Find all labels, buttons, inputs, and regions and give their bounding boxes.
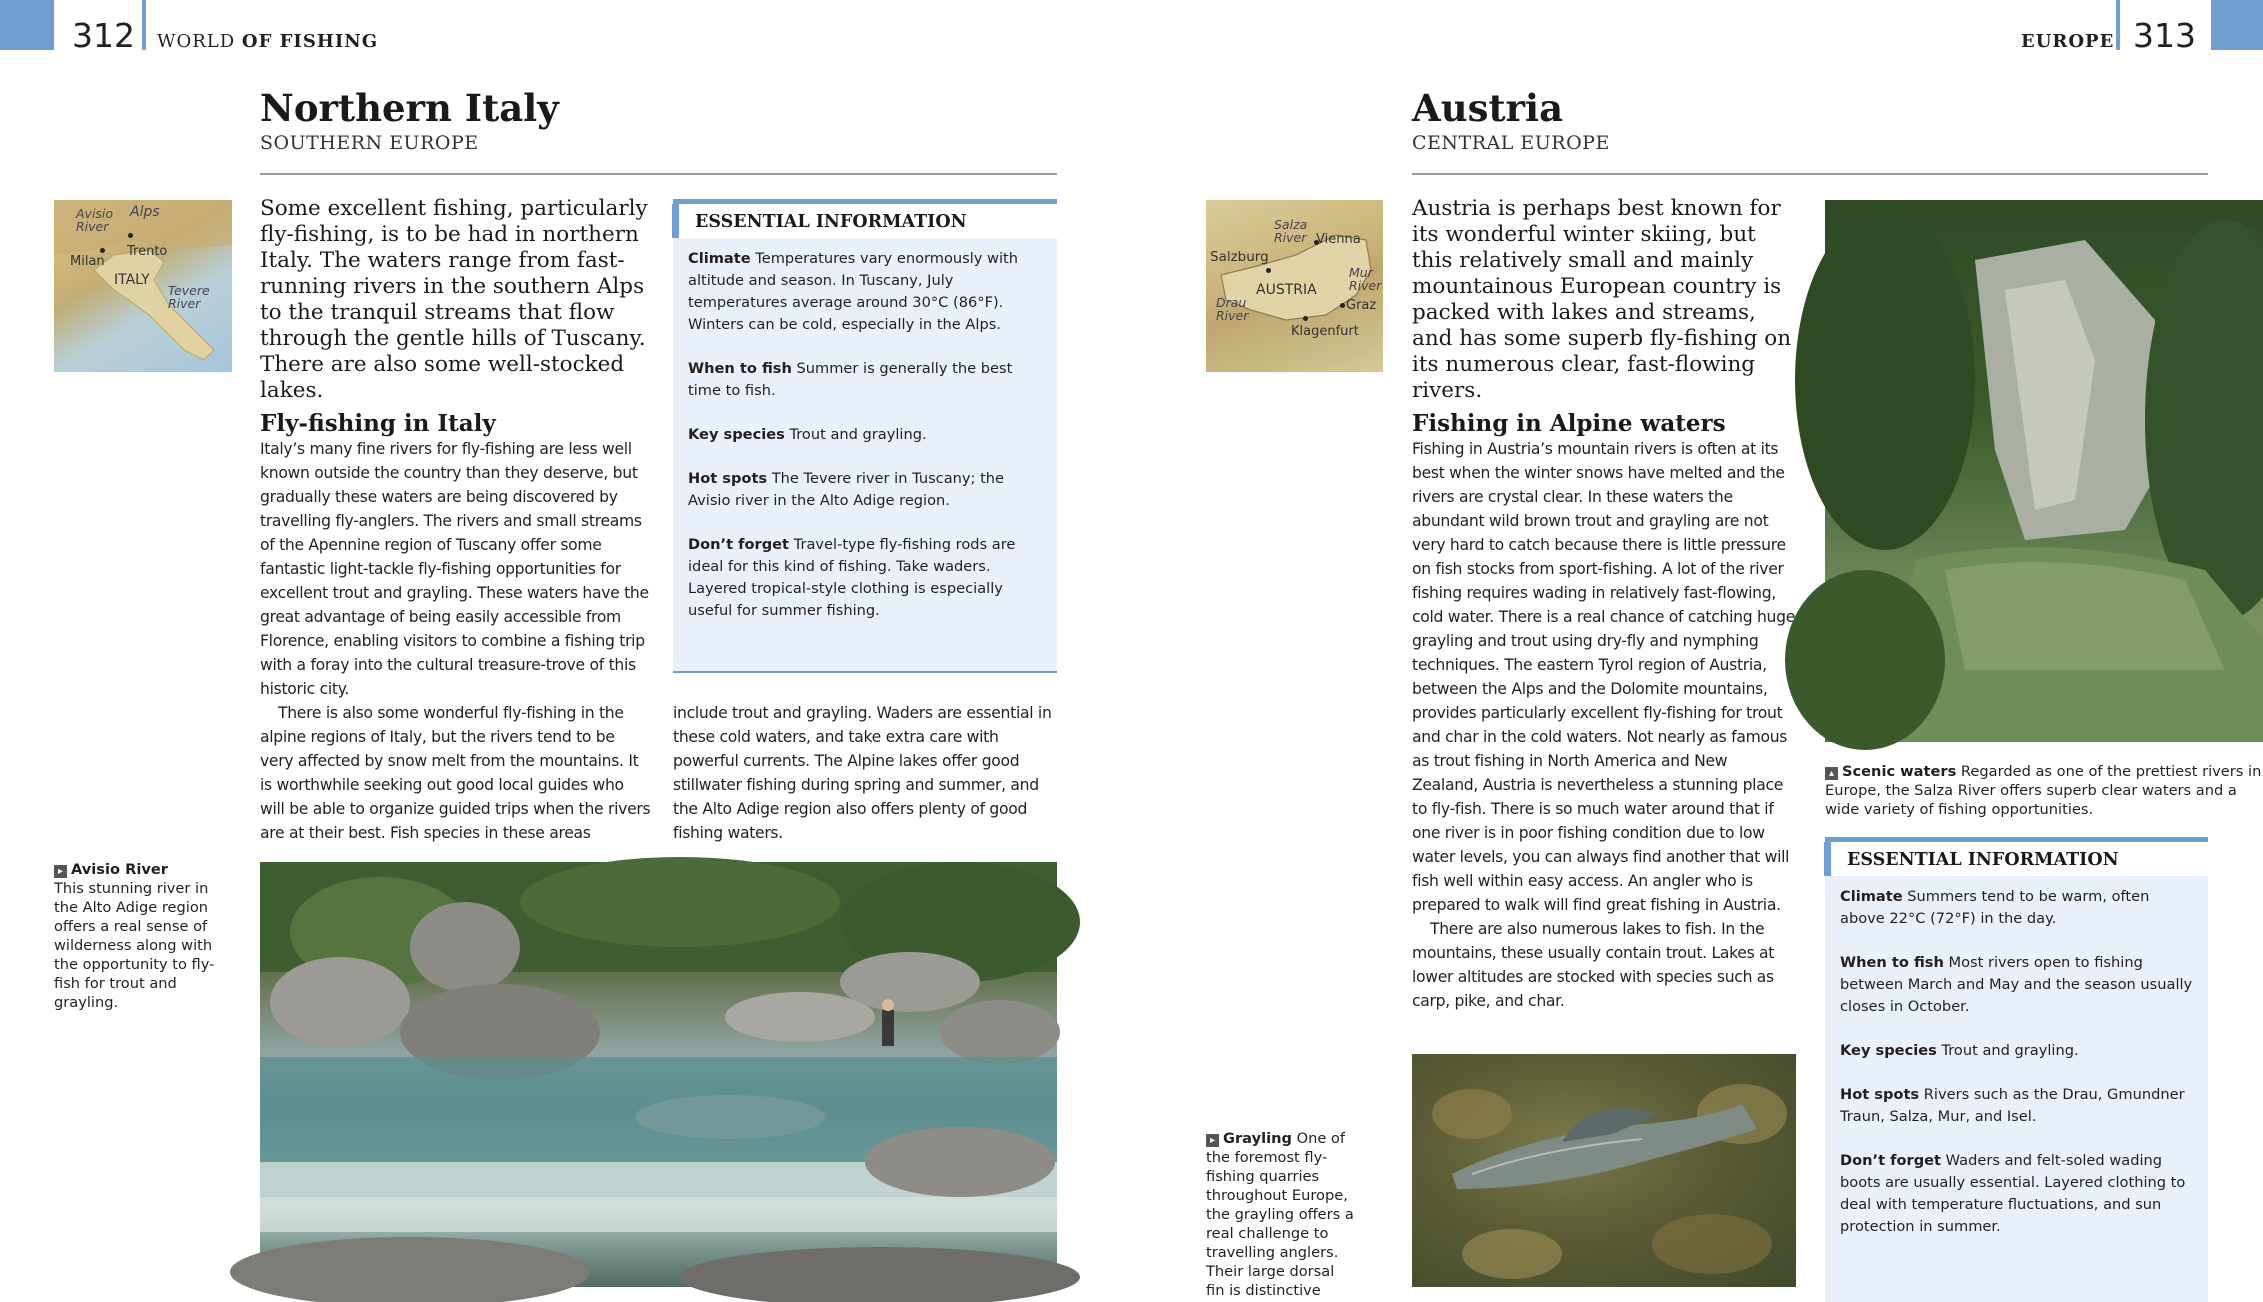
left-page-number: 312 [72, 16, 135, 55]
info-item: Hot spots Rivers such as the Drau, Gmundner Traun, Salza, Mur, and Isel. [1840, 1086, 2185, 1125]
body-paragraph: Fishing in Austria’s mountain rivers is often at its best when the winter snows have melted and the rivers are crystal clear. In these waters the abundant wild brown trout and grayling are not very hard to catch because there is little pressure on fish stocks from sport-fishing. A lot of the river fishing requires wading in relatively fast-flowing, cold water. There is a real chance of catching huge grayling and trout using dry-fly and nymphing techniques. The eastern Tyrol region of Austria, between the Alps and the Dolomite mountains, provides particularly excellent fly-fishing for trout and char in the cold waters. Not nearly as famous as trout fishing in North America and New Zealand, Austria is nevertheless a stunning place to fly-fish. There is so much water around that if one river is in poor fishing condition due to low water levels, you can always find another that will fish well within easy access. An angler who is prepared to walk will find great fishing in Austria. [1412, 440, 1796, 914]
info-item: Climate Summers tend to be warm, often above 22°C (72°F) in the day. [1840, 888, 2150, 927]
caption-label: Grayling [1223, 1130, 1292, 1147]
section-heading: Fishing in Alpine waters [1412, 410, 1726, 437]
map-label-drau: Drau River [1216, 295, 1249, 323]
page-subtitle: SOUTHERN EUROPE [260, 132, 479, 154]
body-paragraph: include trout and grayling. Waders are essential in these cold waters, and take extra care with powerful currents. The Alpine lakes offer good stillwater fishing during spring and summer, and the Alto Adige region also offers plenty of good fishing waters. [673, 704, 1052, 842]
intro-paragraph: Some excellent fishing, particularly fly-fishing, is to be had in northern Italy. The waters range from fast-running rivers in the southern Alps to the tranquil streams that flow through the gentle hills of Tuscany. There are also some well-stocked lakes. [260, 196, 648, 403]
right-page-number: 313 [2133, 16, 2196, 55]
body-paragraph: There is also some wonderful fly-fishing in the alpine regions of Italy, but the rivers tend to be very affected by snow melt from the mountains. It is worthwhile seeking out good local guides who will be able to organize guided trips when the rivers are at their best. Fish species in these areas [260, 704, 651, 842]
photo-pointer-icon: ▸ [54, 865, 67, 878]
salza-photo-art [1825, 200, 2263, 742]
running-head-bold: OF FISHING [241, 31, 379, 52]
intro-paragraph: Austria is perhaps best known for its wonderful winter skiing, but this relatively small and mainly mountainous European country is packed with lakes and streams, and has some superb fly-fishing on its numerous clear, fast-flowing rivers. [1412, 196, 1792, 403]
photo-pointer-icon: ▸ [1206, 1134, 1219, 1147]
caption-label: Scenic waters [1842, 763, 1957, 780]
caption-text: One of the foremost fly-fishing quarries throughout Europe, the grayling offers a real challenge to travelling anglers. Their large dorsal fin is distinctive [1206, 1130, 1354, 1299]
essential-info-box [1825, 837, 2208, 1302]
body-paragraph: There are also numerous lakes to fish. In the mountains, these usually contain trout. Lakes at lower altitudes are stocked with species such as carp, pike, and char. [1412, 920, 1775, 1010]
map-label-austria: AUSTRIA [1256, 282, 1317, 298]
page-subtitle: CENTRAL EUROPE [1412, 132, 1610, 154]
map-label-salzburg: Salzburg [1210, 249, 1269, 265]
avisio-caption [54, 860, 229, 1012]
right-running-head: EUROPE [2021, 31, 2115, 52]
info-box-body [1825, 876, 2208, 1248]
map-label-graz: Graz [1346, 298, 1377, 313]
map-label-klagenfurt: Klagenfurt [1291, 324, 1359, 339]
right-page-tab [2211, 0, 2263, 50]
page-title: Austria [1412, 86, 1564, 130]
body-column-1 [260, 437, 652, 845]
left-header-divider [142, 0, 146, 50]
map-label-alps: Alps [130, 204, 160, 220]
body-column [1412, 437, 1797, 1013]
info-box-body [673, 238, 1057, 632]
body-paragraph: Italy’s many fine rivers for fly-fishing are less well known outside the country than they deserve, but gradually these waters are being discovered by travelling fly-anglers. The rivers and small streams of the Apennine region of Tuscany offer some fantastic light-tackle fly-fishing opportunities for excellent trout and grayling. These waters have the great advantage of being easily accessible from Florence, enabling visitors to combine a fishing trip with a foray into the cultural treasure-trove of this historic city. [260, 440, 649, 698]
info-item: Key species Trout and grayling. [688, 426, 927, 443]
map-label-milan: Milan [70, 254, 105, 269]
left-page-tab [0, 0, 54, 50]
caption-label: Avisio River [71, 861, 168, 878]
caption-text: This stunning river in the Alto Adige region offers a real sense of wilderness along with the opportunity to fly-fish for trout and grayling. [54, 880, 215, 1011]
scenic-caption [1825, 762, 2263, 819]
austria-locator-map [1206, 200, 1383, 372]
running-head-light: WORLD [157, 31, 242, 52]
section-heading: Fly-fishing in Italy [260, 410, 496, 437]
page-title: Northern Italy [260, 86, 559, 130]
river-photo-art [260, 862, 1057, 1287]
italy-locator-map [54, 200, 232, 372]
grayling-caption [1206, 1129, 1356, 1299]
info-item: Hot spots The Tevere river in Tuscany; the Avisio river in the Alto Adige region. [688, 470, 1005, 509]
info-item: When to fish Most rivers open to fishing between March and May and the season usually closes in October. [1840, 954, 2193, 1015]
info-item: Don’t forget Waders and felt-soled wading boots are usually essential. Layered clothing to deal with temperature fluctuations, and sun protection in summer. [1840, 1152, 2186, 1235]
info-item: Don’t forget Travel-type fly-fishing rods are ideal for this kind of fishing. Take waders. Layered tropical-style clothing is especially useful for summer fishing. [688, 536, 1016, 619]
right-header-divider [2116, 0, 2120, 50]
info-box-heading: ESSENTIAL INFORMATION [1824, 842, 2208, 876]
salza-river-photo [1825, 200, 2263, 742]
map-label-mur: Mur River [1349, 265, 1382, 293]
map-label-tevere: Tevere River [168, 283, 210, 311]
grayling-photo-art [1412, 1054, 1796, 1287]
info-box-heading: ESSENTIAL INFORMATION [672, 204, 1057, 238]
left-running-head [157, 31, 378, 52]
avisio-river-photo [260, 862, 1057, 1287]
map-label-vienna: Vienna [1316, 232, 1361, 247]
grayling-photo [1412, 1054, 1796, 1287]
photo-pointer-icon: ▴ [1825, 767, 1838, 780]
body-column-2 [673, 701, 1055, 845]
info-item: When to fish Summer is generally the best time to fish. [688, 360, 1013, 399]
info-item: Key species Trout and grayling. [1840, 1042, 2079, 1059]
essential-info-box [673, 199, 1057, 673]
map-label-italy: ITALY [114, 272, 150, 288]
title-rule [1412, 173, 2208, 175]
caption-text: Regarded as one of the prettiest rivers in Europe, the Salza River offers superb clear waters and a wide variety of fishing opportunities. [1825, 763, 2262, 818]
map-label-salza: Salza River [1274, 217, 1308, 245]
map-label-avisio: Avisio River [76, 206, 114, 234]
title-rule [260, 173, 1057, 175]
map-label-trento: Trento [127, 244, 168, 259]
info-item: Climate Temperatures vary enormously with altitude and season. In Tuscany, July temperatures average around 30°C (86°F). Winters can be cold, especially in the Alps. [688, 250, 1019, 333]
